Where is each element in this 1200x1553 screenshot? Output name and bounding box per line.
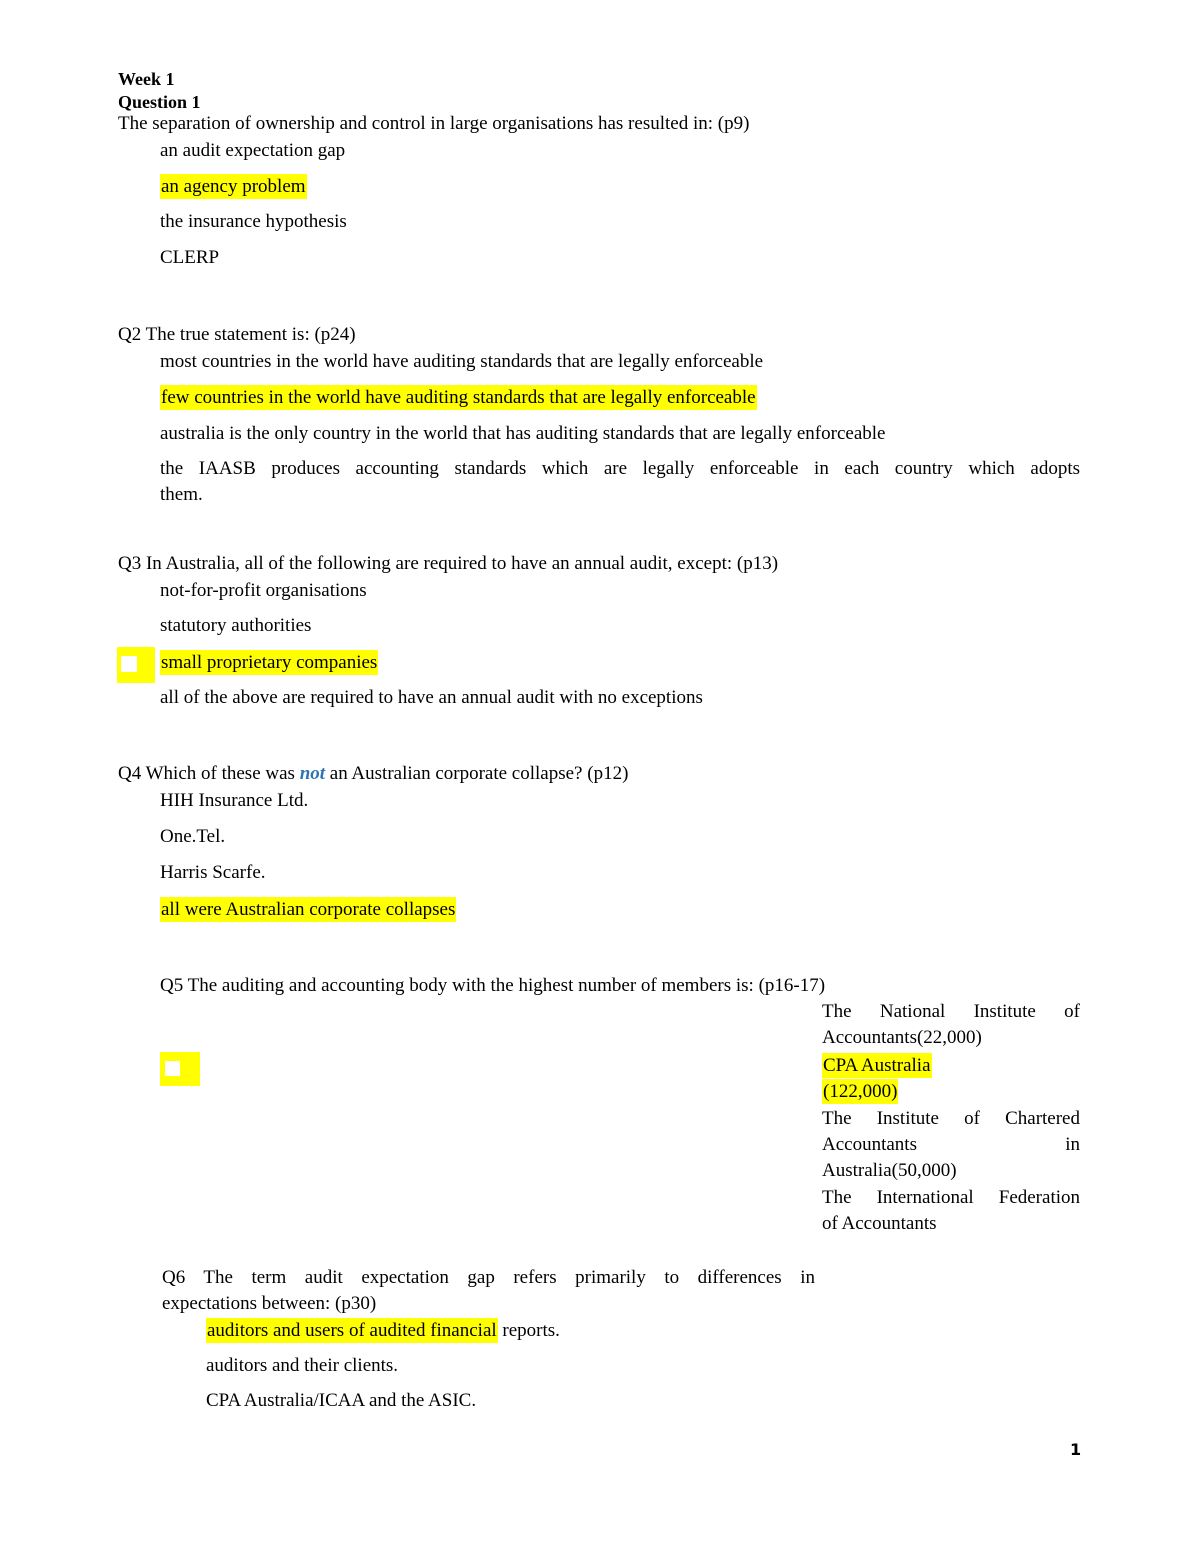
q4-stem-end: an Australian corporate collapse? (p12) <box>325 763 629 784</box>
q3-stem: Q3 In Australia, all of the following are required to have an annual audit, except: (p13) <box>118 553 779 574</box>
q1-answer-highlight: an agency problem <box>161 176 306 197</box>
q4-option-d <box>160 897 456 923</box>
q5-option-a-line2: Accountants(22,000) <box>822 1027 982 1048</box>
q5-option-a-line1: The National Institute of <box>822 1001 1080 1022</box>
q3-option-c <box>160 650 378 676</box>
q5-option-c-line2: Accountants in <box>822 1134 1080 1155</box>
q1-stem: The separation of ownership and control in large organisations has resulted in: (p9) <box>118 113 750 134</box>
q5-stem: Q5 The auditing and accounting body with the highest number of members is: (p16-17) <box>160 975 826 996</box>
week-heading: Week 1 <box>118 69 175 89</box>
q6-stem-line2: expectations between: (p30) <box>162 1293 377 1314</box>
q6-option-c: CPA Australia/ICAA and the ASIC. <box>206 1390 477 1411</box>
q4-option-b: One.Tel. <box>160 826 226 847</box>
q1-option-d: CLERP <box>160 247 220 268</box>
q2-option-d-continued: them. <box>160 484 203 505</box>
q3-option-a: not-for-profit organisations <box>160 580 367 601</box>
checkbox-icon <box>121 656 137 672</box>
q5-answer-highlight-2: (122,000) <box>823 1081 898 1102</box>
q1-option-a: an audit expectation gap <box>160 140 346 161</box>
q2-option-a: most countries in the world have auditing standards that are legally enforceable <box>160 351 764 372</box>
q5-option-b-line2 <box>822 1079 898 1105</box>
q4-stem-start: Q4 Which of these was <box>118 763 300 784</box>
q4-answer-highlight: all were Australian corporate collapses <box>161 899 456 920</box>
q1-option-b <box>160 174 307 200</box>
q2-option-b <box>160 385 757 411</box>
q5-option-d-line1: The International Federation <box>822 1187 1080 1208</box>
q3-answer-marker <box>117 647 155 683</box>
q4-stem-emphasis: not <box>299 763 326 784</box>
q3-option-d: all of the above are required to have an annual audit with no exceptions <box>160 687 703 708</box>
q5-option-b-line1 <box>822 1053 932 1079</box>
q4-option-c: Harris Scarfe. <box>160 862 266 883</box>
q5-option-d-line2: of Accountants <box>822 1213 937 1234</box>
q3-answer-highlight: small proprietary companies <box>161 652 378 673</box>
q4-option-a: HIH Insurance Ltd. <box>160 790 309 811</box>
q1-option-c: the insurance hypothesis <box>160 211 347 232</box>
q2-stem: Q2 The true statement is: (p24) <box>118 324 356 345</box>
q2-answer-highlight: few countries in the world have auditing standards that are legally enforceable <box>161 387 756 408</box>
page-number: 1 <box>1070 1440 1082 1459</box>
q5-answer-marker <box>160 1052 200 1086</box>
q6-option-a <box>206 1318 560 1344</box>
q5-answer-highlight: CPA Australia <box>823 1055 931 1076</box>
question-heading: Question 1 <box>118 92 201 112</box>
q6-option-b: auditors and their clients. <box>206 1355 399 1376</box>
checkbox-icon <box>165 1061 180 1076</box>
q3-option-b: statutory authorities <box>160 615 312 636</box>
q6-option-a-rest: reports. <box>497 1320 560 1341</box>
q2-option-d: the IAASB produces accounting standards which are legally enforceable in each country which adopts <box>160 458 1080 479</box>
q5-option-c-line3: Australia(50,000) <box>822 1160 957 1181</box>
q4-stem <box>118 761 628 787</box>
q6-answer-highlight: auditors and users of audited financial <box>207 1320 497 1341</box>
q6-stem-line1: Q6 The term audit expectation gap refers primarily to differences in <box>162 1267 815 1288</box>
q2-option-c: australia is the only country in the world that has auditing standards that are legally enforceable <box>160 423 886 444</box>
q5-option-c-line1: The Institute of Chartered <box>822 1108 1080 1129</box>
